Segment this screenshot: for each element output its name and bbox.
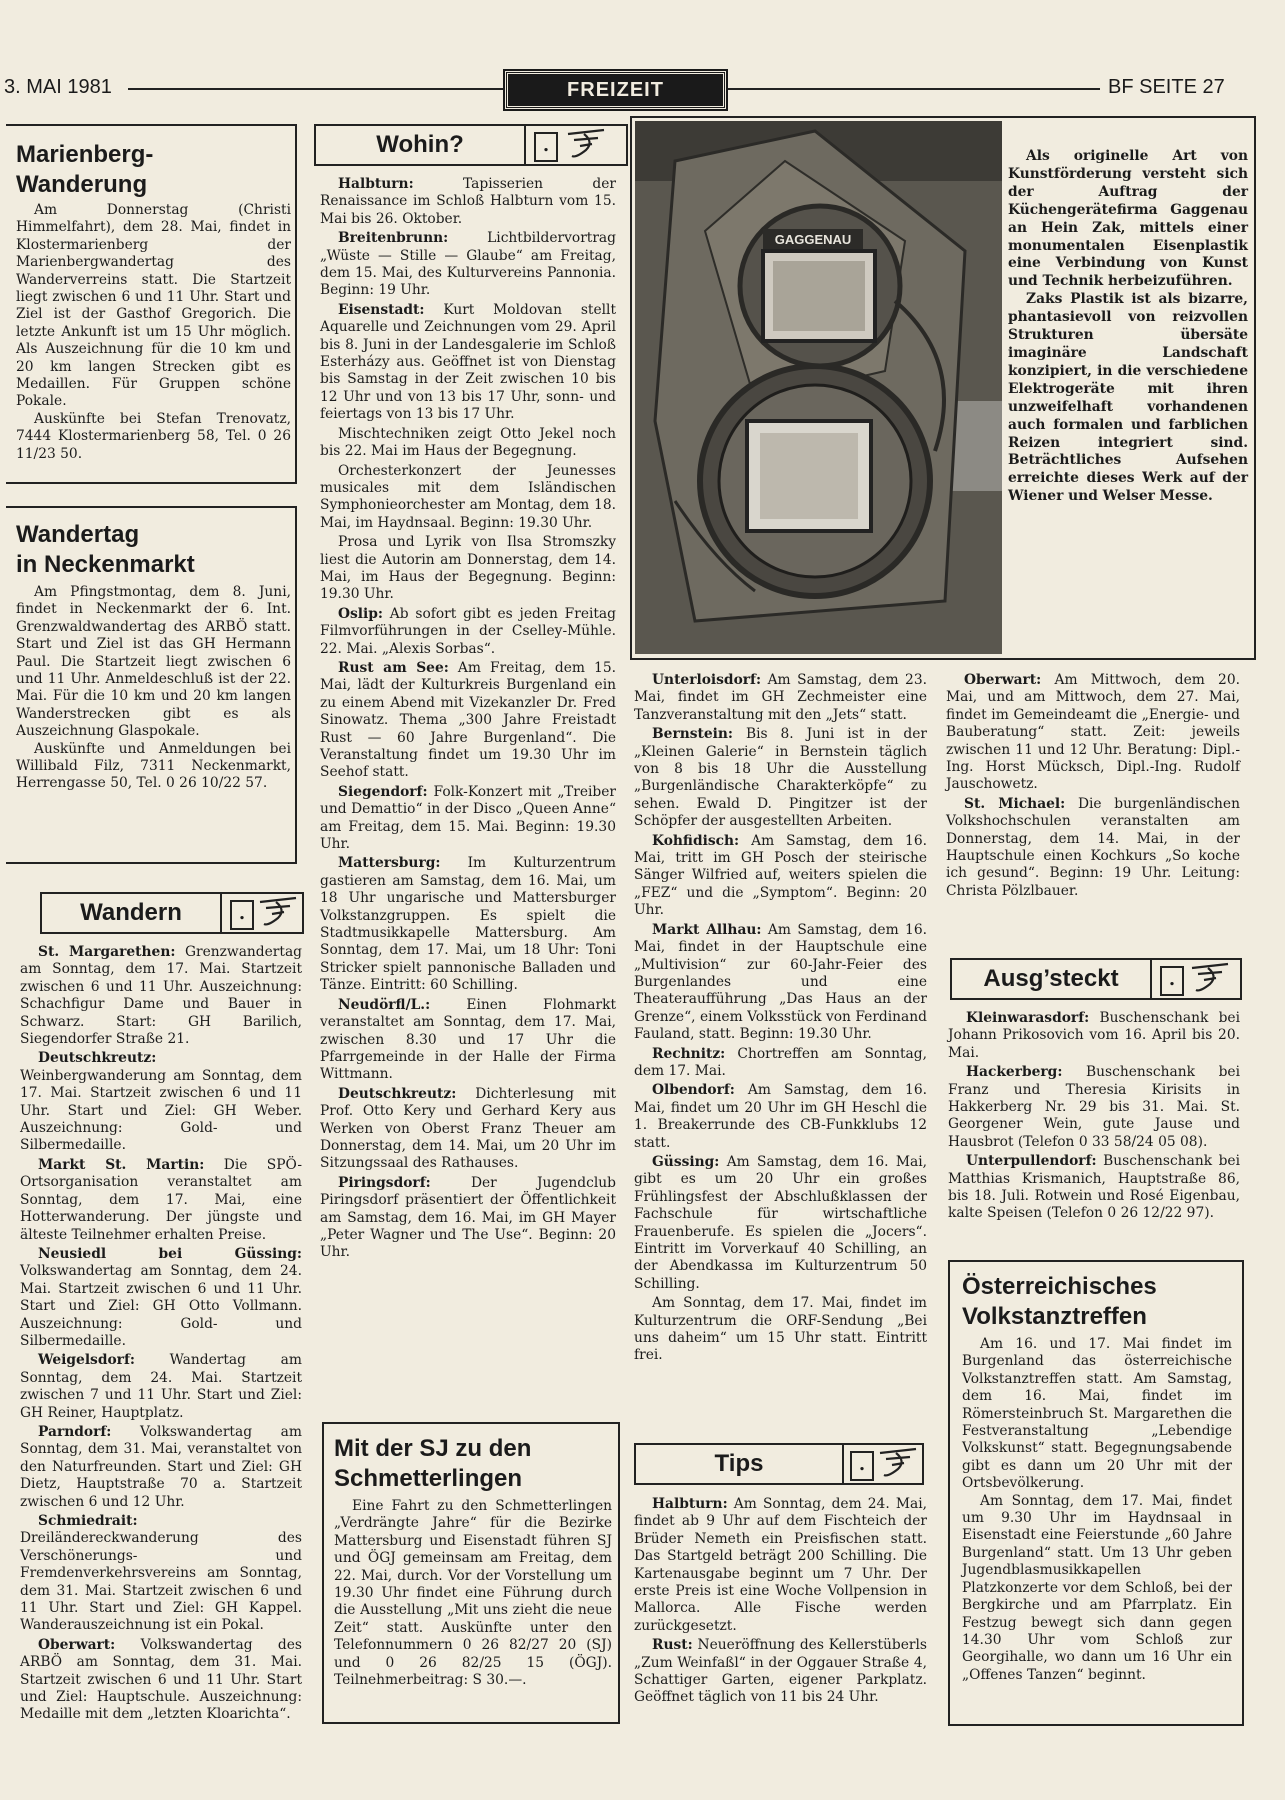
- listing-place: Deutschkreutz:: [338, 1085, 457, 1102]
- listing-place: Weigelsdorf:: [38, 1352, 135, 1369]
- info-box-icon: .: [534, 132, 558, 162]
- listing-place: Bernstein:: [652, 726, 734, 743]
- listing-item: [20, 1513, 302, 1635]
- listing-place: Olbendorf:: [652, 1082, 735, 1099]
- listing-place: St. Margarethen:: [38, 944, 176, 960]
- listing-text: Orchesterkonzert der Jeunesses musicales mit dem Isländischen Symphonieorchester am Montag, dem 18. Mai, im Haydnsaal. Beginn: 19.30 Uhr.: [320, 462, 616, 531]
- listing-text: Wandertag am Sonntag, dem 24. Mai. Startzeit zwischen 7 und 11 Uhr. Start und Ziel: GH Reiner, Hauptplatz.: [20, 1352, 302, 1421]
- listing-item: [320, 230, 616, 300]
- issue-date: 3. MAI 1981: [4, 76, 112, 98]
- caption-paragraph: Als originelle Art von Kunstförderung versteht sich der Auftrag der Küchengerätefirma Gaggenau an Hein Zak, mittels einer monumentalen Eisenplastik eine Verbindung von Kunst und Technik herbeizuführen.: [1008, 148, 1248, 290]
- neckenmarkt-body: [16, 584, 291, 793]
- listing-text: Im Kulturzentrum gastieren am Samstag, dem 16. Mai, um 18 Uhr ungarische und Mattersburger Volkstanzgruppen. Es spielt die Stadtmusikkapelle Mattersburg. Am Sonntag, dem 17. Mai, um 18 Uhr: Toni Stricker spielt pannonische Balladen und Tänze. Eintritt: 60 Schilling.: [320, 855, 616, 994]
- col4-list: [946, 672, 1240, 902]
- tips-section-tag: [634, 1443, 924, 1485]
- listing-item: [20, 1050, 302, 1154]
- marienberg-body: [16, 202, 291, 463]
- listing-text: Volkswandertag am Sonntag, dem 24. Mai. Startzeit zwischen 6 und 11 Uhr. Start und Ziel: GH Otto Vollmann. Auszeichnung: Gold- und Silbermedaille.: [20, 1263, 302, 1349]
- listing-text: Am Samstag, dem 16. Mai, tritt im GH Posch der steirische Sänger Wilfried auf, weiters spielen die „FEZ“ und die „Symptom“. Beginn: 20 Uhr.: [634, 832, 927, 919]
- listing-item: [634, 726, 927, 830]
- headline-line-2: Wanderung: [16, 171, 148, 198]
- listing-text: Kurt Moldovan stellt Aquarelle und Zeichnungen vom 29. April bis 8. Juni in der Landesgalerie im Schloß Esterházy aus. Geöffnet ist von Dienstag bis Samstag in der Zeit zwischen 10 bis 12 Uhr und von 13 bis 17 Uhr, sonn- und feiertags von 13 bis 17 Uhr.: [320, 301, 616, 423]
- listing-place: Markt St. Martin:: [38, 1156, 205, 1173]
- listing-item: [948, 1064, 1240, 1151]
- pen-scribble-icon: [256, 896, 300, 930]
- listing-text: Grenzwandertag am Sonntag, dem 17. Mai. Startzeit zwischen 6 und 11 Uhr. Auszeichnung: Schachfigur Dame und Bauer in Schwarz. Start: GH Barilich, Siegendorfer Straße 21.: [20, 944, 302, 1048]
- listing-text: Der Jugendclub Piringsdorf präsentiert der Öffentlichkeit am Samstag, dem 16. Mai, im GH Mayer „Peter Wagner und The Use“. Beginn: 20 Uhr.: [320, 1174, 616, 1261]
- article-paragraph: Am Pfingstmontag, dem 8. Juni, findet in Neckenmarkt der 6. Int. Grenzwaldwandertag des ARBÖ statt. Start und Ziel ist das GH Hermann Paul. Die Startzeit liegt zwischen 6 und 11 Uhr. Anmeldeschluß ist der 22. Mai. Für die 10 km und 20 km langen Wanderstrecken gibt es als Auszeichnung Glaspokale.: [16, 584, 291, 740]
- listing-item: [634, 833, 927, 920]
- info-box-icon: .: [1160, 966, 1184, 996]
- volkstanz-article: [948, 1260, 1244, 1726]
- listing-item: [948, 1010, 1240, 1062]
- listing-item: [946, 796, 1240, 900]
- listing-place: Rechnitz:: [652, 1045, 726, 1062]
- listing-text: Am Sonntag, dem 24. Mai, findet ab 9 Uhr auf dem Fischteich der Brüder Nemeth ein Preisfischen statt. Das Startgeld beträgt 200 Schilling. Die Kartenausgabe beginnt um 7 Uhr. Der erste Preis ist eine Woche Vollpension in Mallorca. Alle Fische werden zurückgesetzt.: [634, 1496, 927, 1634]
- header-rule-left: [128, 88, 505, 90]
- article-paragraph: Am Sonntag, dem 17. Mai, findet um 9.30 Uhr im Haydnsaal in Eisenstadt eine Feierstunde „60 Jahre Burgenland“ statt. Um 13 Uhr geben Jugendblasmusikkapellen Platzkonzerte vor dem Schloß, bei der Bergkirche und am Pfarrplatz. Ein Festzug bewegt sich dann gegen 14.30 Uhr vom Schloß zur Georgihalle, wo dann um 16 Uhr ein „Offenes Tanzen“ beginnt.: [962, 1492, 1232, 1683]
- listing-text: Volkswandertag am Sonntag, dem 31. Mai, veranstaltet von den Naturfreunden. Start und Ziel: GH Dietz, Hauptstraße 70 a. Startzeit zwischen 6 und 12 Uhr.: [20, 1423, 302, 1510]
- listing-item: [320, 463, 616, 533]
- listing-text: Buschenschank bei Franz und Theresia Kirisits in Hakkerberg Nr. 29 bis 31. Mai. St. Georgener Wein, gute Jause und Hausbrot (Telefon 0 33 58/24 05 08).: [948, 1064, 1240, 1150]
- listing-text: Bis 8. Juni ist in der „Kleinen Galerie“ in Bernstein täglich von 8 bis 18 Uhr die Ausstellung „Burgenländische Charakterköpfe“ zu sehen. Ewald D. Pingitzer ist der Schöpfer der ausgestellten Arbeiten.: [634, 726, 927, 830]
- marienberg-headline: [16, 140, 291, 200]
- listing-place: Deutschkreutz:: [38, 1050, 157, 1067]
- ausgsteckt-section-tag: [950, 958, 1242, 1000]
- listing-item: [634, 1046, 927, 1081]
- listing-place: Rust am See:: [338, 659, 449, 676]
- listing-text: Buschenschank bei Matthias Krismanich, Hauptstraße 86, bis 18. Juli. Rotwein und Rosé Eigenbau, kalte Speisen (Telefon 0 26 12/22 97).: [948, 1153, 1240, 1222]
- listing-place: Güssing:: [652, 1153, 720, 1170]
- article-paragraph: Auskünfte und Anmeldungen bei Willibald Filz, 7311 Neckenmarkt, Herrengasse 50, Tel. 0 26 10/22 57.: [16, 740, 291, 792]
- listing-text: Am Samstag, dem 16. Mai, gibt es um 20 Uhr ein großes Frühlingsfest der Abschlußklassen der Fachschule für wirtschaftliche Frauenberufe. Es spielen die „Jocers“. Eintritt im Vorverkauf 40 Schilling, an der Abendkassa im Kulturzentrum 50 Schilling.: [634, 1153, 927, 1292]
- listing-place: Oberwart:: [964, 672, 1042, 688]
- listing-place: Neusiedl bei Güssing:: [38, 1245, 302, 1262]
- listing-item: [948, 1153, 1240, 1223]
- listing-text: Am Sonntag, dem 17. Mai, findet im Kulturzentrum die ORF-Sendung „Bei uns daheim“ um 15 Uhr statt. Eintritt frei.: [634, 1295, 927, 1364]
- article-paragraph: Auskünfte bei Stefan Trenovatz, 7444 Klostermarienberg 58, Tel. 0 26 11/23 50.: [16, 410, 291, 462]
- listing-place: St. Michael:: [964, 795, 1066, 812]
- listing-item: [20, 1637, 302, 1724]
- section-label: Wandern: [42, 894, 222, 932]
- wohin-list: [320, 176, 616, 1264]
- listing-text: Mischtechniken zeigt Otto Jekel noch bis 22. Mai im Haus der Begegnung.: [320, 425, 616, 460]
- listing-place: Breitenbrunn:: [338, 230, 449, 247]
- listing-item: [20, 944, 302, 1048]
- caption-paragraph: Zaks Plastik ist als bizarre, phantasievoll von reizvollen Strukturen übersäte imaginäre Landschaft konzipiert, in die verschiedene Elektrogeräte mit ihren unzweifelhaft vorhandenen auch formalen und farblichen Reizen integriert sind. Beträchtliches Aufsehen erreichte dieses Werk auf der Wiener und Welser Messe.: [1008, 291, 1248, 505]
- listing-item: [320, 660, 616, 782]
- listing-place: Neudörfl/L.:: [338, 996, 431, 1013]
- listing-text: Folk-Konzert mit „Treiber und Demattio“ in der Disco „Queen Anne“ am Freitag, dem 15. Mai. Beginn: 19.30 Uhr.: [320, 783, 616, 853]
- listing-text: Ab sofort gibt es jeden Freitag Filmvorführungen in der Cselley-Mühle. 22. Mai. „Alexis Sorbas“.: [320, 605, 616, 657]
- sj-article: [322, 1422, 620, 1724]
- listing-place: Halbturn:: [338, 176, 414, 192]
- listing-text: Dreiländereckwanderung des Verschönerungs- und Fremdenverkehrsvereins am Sonntag, dem 31. Mai. Startzeit zwischen 6 und 11 Uhr. Start und Ziel: GH Kappel. Wanderauszeichnung ist ein Pokal.: [20, 1530, 302, 1634]
- listing-place: Unterpullendorf:: [966, 1153, 1097, 1170]
- listing-item: [320, 1086, 616, 1173]
- section-label: Ausg’steckt: [952, 960, 1152, 998]
- headline-line-1: Österreichisches: [962, 1273, 1157, 1300]
- listing-place: Parndorf:: [38, 1423, 112, 1440]
- sj-headline: [334, 1434, 614, 1494]
- article-paragraph: Am 16. und 17. Mai findet im Burgenland das österreichische Volkstanztreffen statt. Am Samstag, dem 16. Mai, findet im Römersteinbruch St. Margarethen die Festveranstaltung „Lebendige Volkskunst“ statt. Begegnungsabende gibt es dann um 20 Uhr mit der Ortsbevölkerung.: [962, 1336, 1232, 1492]
- listing-text: Buschenschank bei Johann Prikosovich vom 16. April bis 20. Mai.: [948, 1010, 1240, 1061]
- listing-text: Chortreffen am Sonntag, dem 17. Mai.: [634, 1045, 927, 1079]
- listing-item: [20, 1246, 302, 1350]
- listing-item: [320, 1175, 616, 1262]
- listing-text: Die SPÖ-Ortsorganisation veranstaltet am Sonntag, dem 17. Mai, eine Hotterwanderung. Der jüngste und älteste Teilnehmer erhalten Preise.: [20, 1156, 302, 1243]
- listing-item: [634, 922, 927, 1044]
- listing-text: Die burgenländischen Volkshochschulen veranstalten am Donnerstag, dem 14. Mai, in der Hauptschule einen Kochkurs „So koche ich gesund“. Beginn: 19 Uhr. Leitung: Christa Pölzlbauer.: [946, 795, 1240, 899]
- sculpture-photo: [635, 121, 1002, 654]
- ausgsteckt-list: [948, 1010, 1240, 1225]
- listing-text: Neueröffnung des Kellerstüberls „Zum Weinfaßl“ in der Oggauer Straße 4, Schattiger Garten, eigener Parkplatz. Geöffnet täglich von 11 bis 24 Uhr.: [634, 1637, 927, 1706]
- headline-line-1: Mit der SJ zu den: [334, 1435, 532, 1462]
- headline-line-1: Marienberg-: [16, 141, 154, 168]
- listing-text: Am Freitag, dem 15. Mai, lädt der Kulturkreis Burgenland ein zu einem Abend mit Vizekanzler Dr. Fred Sinowatz. Thema „300 Jahre Freistadt Rust — 60 Jahre Burgenland“. Die Veranstaltung findet um 19.30 Uhr im Seehof statt.: [320, 659, 616, 781]
- listing-item: [634, 1295, 927, 1365]
- pen-scribble-icon: [1188, 962, 1232, 996]
- listing-text: Tapisserien der Renaissance im Schloß Halbturn vom 15. Mai bis 26. Oktober.: [320, 176, 616, 227]
- headline-line-2: Volkstanztreffen: [962, 1303, 1147, 1330]
- listing-item: [20, 1352, 302, 1422]
- listing-place: Piringsdorf:: [338, 1174, 431, 1191]
- headline-line-2: Schmetterlingen: [334, 1465, 523, 1492]
- listing-item: [320, 302, 616, 424]
- section-label: Tips: [636, 1445, 844, 1483]
- listing-place: Halbturn:: [652, 1496, 728, 1512]
- wandern-list: [20, 944, 302, 1726]
- tips-list: [634, 1496, 927, 1709]
- listing-place: Kleinwarasdorf:: [966, 1010, 1090, 1026]
- headline-line-1: Wandertag: [16, 521, 140, 548]
- listing-text: Volkswandertag des ARBÖ am Sonntag, dem 31. Mai. Startzeit zwischen 6 und 11 Uhr. Start und Ziel: Hauptschule. Auszeichnung: Medaille mit dem „letzten Kloarichta“.: [20, 1636, 302, 1723]
- listing-place: Unterloisdorf:: [652, 672, 762, 688]
- page-number: BF SEITE 27: [1108, 76, 1225, 98]
- listing-item: [634, 1637, 927, 1707]
- listing-item: [320, 997, 616, 1084]
- listing-place: Oslip:: [338, 605, 384, 622]
- listing-item: [320, 784, 616, 854]
- listing-item: [20, 1157, 302, 1244]
- listing-place: Mattersburg:: [338, 855, 441, 872]
- neckenmarkt-headline: [16, 520, 291, 580]
- listing-place: Kohfidisch:: [652, 832, 740, 849]
- article-paragraph: Eine Fahrt zu den Schmetterlingen „Verdrängte Jahre“ für die Bezirke Mattersburg und Eisenstadt führen SJ und ÖGJ gemeinsam am Freitag, dem 22. Mai, durch. Vor der Vorstellung um 19.30 Uhr findet eine Führung durch die Ausstellung „Mit uns zieht die neue Zeit“ statt. Auskünfte unter den Telefonnummern 0 26 82/27 20 (SJ) und 0 26 82/25 15 (ÖGJ). Teilnehmerbeitrag: S 30.—.: [334, 1498, 612, 1689]
- listing-place: Rust:: [652, 1637, 693, 1654]
- headline-line-2: in Neckenmarkt: [16, 551, 195, 578]
- pen-scribble-icon: [876, 1447, 920, 1481]
- listing-text: Lichtbildervortrag „Wüste — Stille — Glaube“ am Freitag, dem 15. Mai, des Kulturvereins Pannonia. Beginn: 19 Uhr.: [320, 230, 616, 299]
- listing-text: Am Samstag, dem 23. Mai, findet im GH Zechmeister eine Tanzveranstaltung mit den „Jets“ statt.: [634, 672, 927, 723]
- listing-item: [320, 176, 616, 228]
- info-box-icon: .: [850, 1451, 874, 1481]
- listing-place: Siegendorf:: [338, 783, 428, 800]
- listing-place: Eisenstadt:: [338, 301, 425, 318]
- listing-place: Schmiedrait:: [38, 1513, 138, 1529]
- listing-item: [320, 606, 616, 658]
- listing-place: Markt Allhau:: [652, 921, 762, 938]
- sculpture-image: [635, 121, 1002, 654]
- wandern-section-tag: [40, 892, 304, 934]
- listing-item: [634, 1154, 927, 1293]
- listing-text: Am Samstag, dem 16. Mai, findet in der Hauptschule eine „Multivision“ zur 60-Jahr-Feier des Burgenlandes und eine Theateraufführung „Das Haus an der Grenze“, einem Volksstück von Ferdinand Fauland, statt. Beginn: 19.30 Uhr.: [634, 921, 927, 1043]
- listing-place: Hackerberg:: [966, 1064, 1063, 1081]
- header-rule-right: [728, 88, 1100, 90]
- listing-item: [946, 672, 1240, 794]
- listing-text: Am Mittwoch, dem 20. Mai, und am Mittwoch, dem 27. Mai, findet im Gemeindeamt die „Energie- und Bauberatung“ statt. Zeit: jeweils zwischen 11 und 12 Uhr. Beratung: Dipl.-Ing. Horst Mücksch, Dipl.-Ing. Rudolf Jauschowetz.: [946, 672, 1240, 793]
- neckenmarkt-article: [6, 506, 297, 864]
- listing-item: [320, 426, 616, 461]
- listing-item: [20, 1424, 302, 1511]
- listing-text: Prosa und Lyrik von Ilsa Stromszky liest die Autorin am Donnerstag, dem 14. Mai, im Haus der Begegnung. Beginn: 19.30 Uhr.: [320, 534, 616, 603]
- listing-item: [634, 1082, 927, 1152]
- listing-item: [634, 672, 927, 724]
- listing-text: Weinbergwanderung am Sonntag, dem 17. Mai. Startzeit zwischen 6 und 11 Uhr. Start und Ziel: GH Weber. Auszeichnung: Gold- und Silbermedaille.: [20, 1067, 302, 1154]
- pen-scribble-icon: [564, 128, 608, 162]
- sign-text: GAGGENAU: [774, 232, 852, 247]
- photo-caption: [1008, 148, 1248, 506]
- info-box-icon: .: [230, 900, 254, 930]
- listing-item: [634, 1496, 927, 1635]
- col3-list: [634, 672, 927, 1367]
- listing-item: [320, 855, 616, 994]
- article-paragraph: Am Donnerstag (Christi Himmelfahrt), dem 28. Mai, findet in Klostermarienberg der Marienbergwandertag des Wanderverreins statt. Die Startzeit liegt zwischen 6 und 11 Uhr. Start und Ziel ist der Gasthof Gregorich. Die letzte Ankunft ist um 15 Uhr möglich. Als Auszeichnung für die 10 km und 20 km langen Strecken gibt es Medaillen. Für Gruppen schöne Pokale.: [16, 202, 291, 410]
- listing-place: Oberwart:: [38, 1636, 116, 1653]
- listing-item: [320, 534, 616, 604]
- wohin-section-tag: [314, 124, 628, 166]
- listing-text: Dichterlesung mit Prof. Otto Kery und Gerhard Kery aus Werken von Oberst Franz Theuer am Donnerstag, dem 14. Mai, um 20 Uhr im Sitzungssaal des Rathauses.: [320, 1085, 616, 1172]
- section-label: Wohin?: [316, 126, 526, 164]
- section-title: FREIZEIT: [505, 71, 726, 109]
- sj-body: [334, 1498, 612, 1689]
- listing-text: Einen Flohmarkt veranstaltet am Sonntag, dem 17. Mai, zwischen 8.30 und 17 Uhr die Pfarrgemeinde in der Halle der Firma Wittmann.: [320, 996, 616, 1083]
- volkstanz-body: [962, 1336, 1232, 1684]
- listing-text: Am Samstag, dem 16. Mai, findet um 20 Uhr im GH Heschl die 1. Breakerrunde des CB-Funkklubs 12 statt.: [634, 1082, 927, 1151]
- marienberg-article: [6, 124, 297, 484]
- volkstanz-headline: [962, 1272, 1238, 1332]
